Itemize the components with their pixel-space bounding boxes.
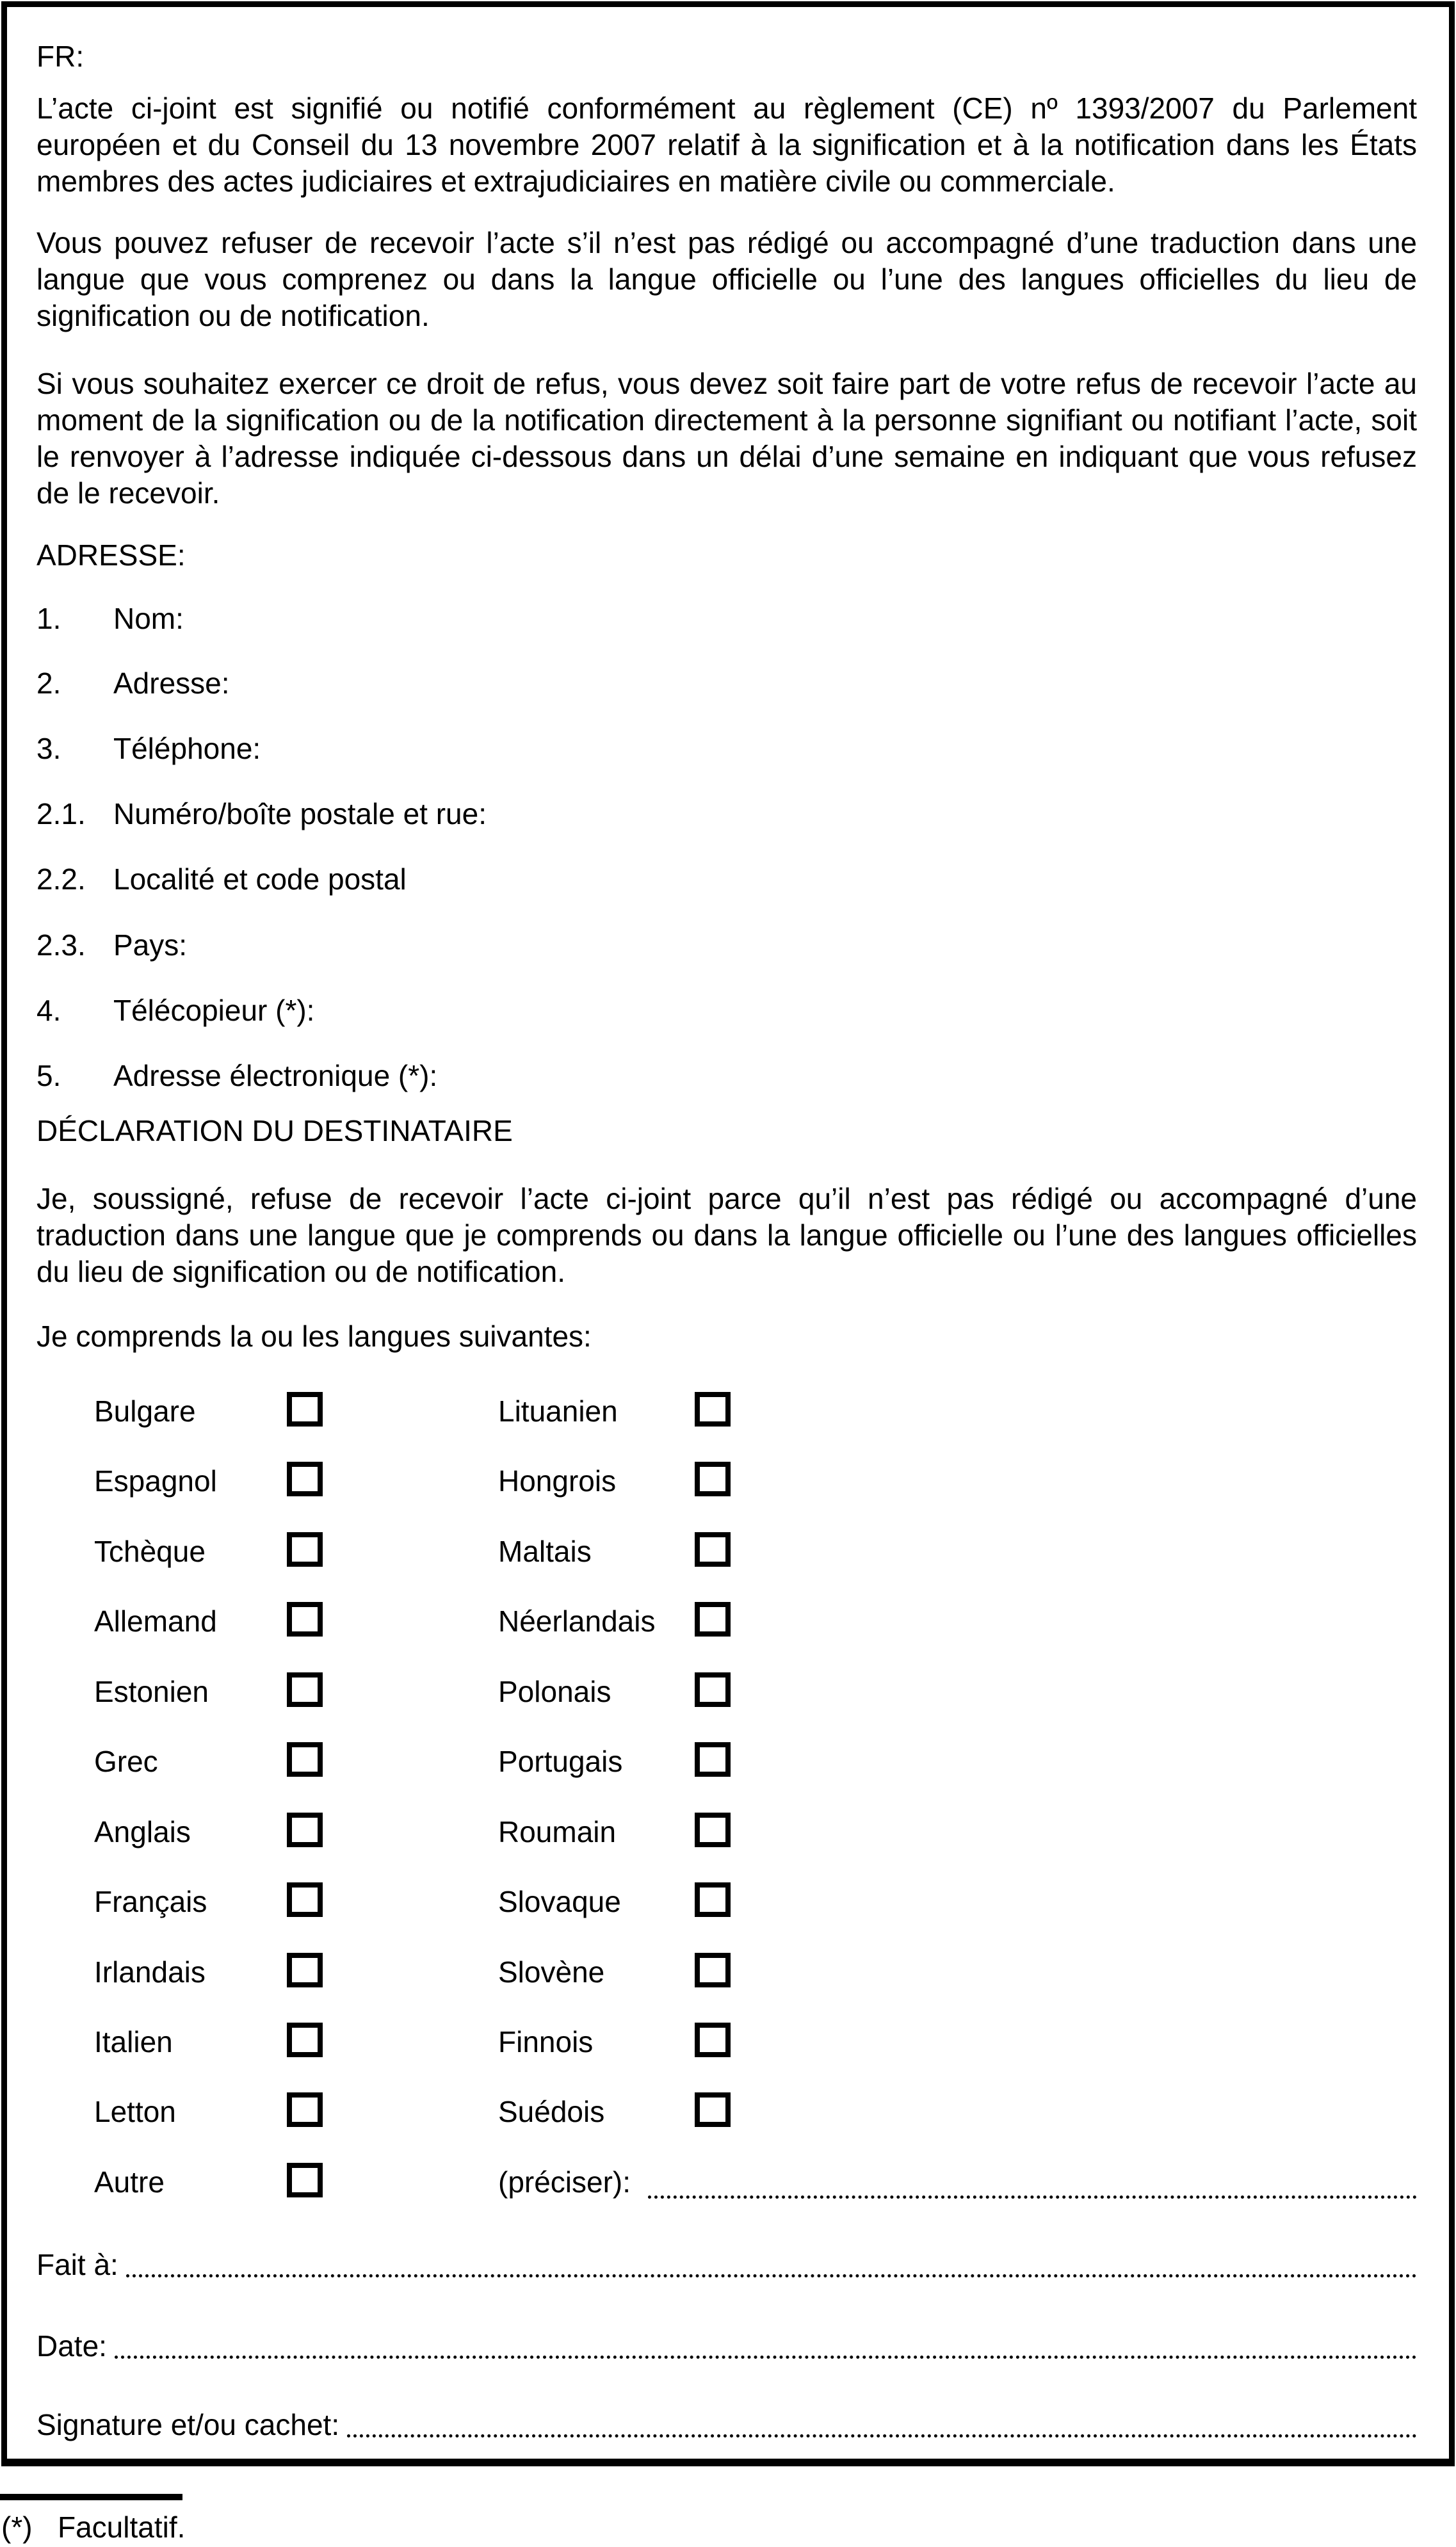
item-number: 4. — [36, 994, 61, 1027]
language-label: Anglais — [94, 1815, 191, 1848]
language-label: Polonais — [498, 1675, 611, 1708]
language-row-anglais — [36, 1814, 1417, 1850]
address-item-adresse — [36, 665, 1417, 702]
language-tag: FR: — [36, 40, 85, 73]
language-label: Bulgare — [94, 1395, 196, 1428]
address-item-telephone — [36, 731, 1417, 767]
language-row-francais — [36, 1884, 1417, 1920]
date-line[interactable] — [115, 2328, 1417, 2359]
footnote-separator — [0, 2494, 182, 2500]
language-row-allemand — [36, 1603, 1417, 1640]
address-item-pays — [36, 927, 1417, 964]
item-label: Pays: — [113, 928, 188, 962]
language-row-tcheque — [36, 1533, 1417, 1570]
fait-a-row — [36, 2247, 1417, 2283]
language-label: Tchèque — [94, 1535, 206, 1568]
checkbox-hongrois[interactable] — [695, 1462, 731, 1496]
language-label: Finnois — [498, 2025, 594, 2058]
declaration-paragraph: Je, soussigné, refuse de recevoir l’acte ci-joint parce qu’il n’est pas rédigé ou accompagné d’une traduction dans une langue que je comprends ou dans la langue officielle ou l’une des langues officielles du lieu de signification ou de notification. — [36, 1182, 1417, 1288]
address-item-nom — [36, 601, 1417, 637]
checkbox-espagnol[interactable] — [287, 1462, 323, 1496]
language-label: Estonien — [94, 1675, 209, 1708]
item-label: Numéro/boîte postale et rue: — [113, 797, 487, 830]
language-label: Français — [94, 1885, 207, 1918]
checkbox-polonais[interactable] — [695, 1672, 731, 1707]
checkbox-slovene[interactable] — [695, 1953, 731, 1987]
language-row-grec — [36, 1743, 1417, 1780]
language-row-bulgare — [36, 1393, 1417, 1430]
checkbox-anglais[interactable] — [287, 1813, 323, 1847]
item-label: Téléphone: — [113, 732, 261, 765]
checkbox-bulgare[interactable] — [287, 1392, 323, 1427]
checkbox-grec[interactable] — [287, 1742, 323, 1777]
address-heading: ADRESSE: — [36, 538, 186, 572]
footnote-marker: (*) — [1, 2511, 33, 2544]
language-label: Espagnol — [94, 1464, 217, 1498]
item-label: Adresse: — [113, 667, 230, 700]
checkbox-tcheque[interactable] — [287, 1532, 323, 1567]
date-label: Date: — [36, 2329, 107, 2363]
signature-row — [36, 2407, 1417, 2443]
preciser-label: (préciser): — [498, 2165, 631, 2199]
checkbox-irlandais[interactable] — [287, 1953, 323, 1987]
item-number: 2.3. — [36, 928, 86, 962]
item-label: Télécopieur (*): — [113, 994, 315, 1027]
language-label: Grec — [94, 1745, 158, 1778]
checkbox-maltais[interactable] — [695, 1532, 731, 1567]
address-item-localite — [36, 861, 1417, 898]
item-label: Adresse électronique (*): — [113, 1059, 438, 1092]
language-label: Roumain — [498, 1815, 617, 1848]
language-label: Hongrois — [498, 1464, 617, 1498]
checkbox-neerlandais[interactable] — [695, 1602, 731, 1637]
language-row-autre — [36, 2164, 1417, 2201]
item-number: 1. — [36, 602, 61, 635]
language-row-estonien — [36, 1674, 1417, 1710]
declaration-heading: DÉCLARATION DU DESTINATAIRE — [36, 1114, 513, 1147]
item-number: 2.2. — [36, 862, 86, 896]
language-row-letton — [36, 2094, 1417, 2130]
language-label: Néerlandais — [498, 1605, 656, 1638]
checkbox-portugais[interactable] — [695, 1742, 731, 1777]
date-row — [36, 2328, 1417, 2365]
checkbox-lituanien[interactable] — [695, 1392, 731, 1427]
language-label: Letton — [94, 2095, 176, 2128]
checkbox-roumain[interactable] — [695, 1813, 731, 1847]
item-number: 3. — [36, 732, 61, 765]
language-label: Portugais — [498, 1745, 623, 1778]
language-label: Lituanien — [498, 1395, 618, 1428]
item-number: 2.1. — [36, 797, 86, 830]
paragraph-exercise-right: Si vous souhaitez exercer ce droit de refus, vous devez soit faire part de votre refus de recevoir l’acte au moment de la signification ou de la notification directement à la personne signifiant ou notifiant l’acte, soit le renvoyer à l’adresse indiquée ci-dessous dans un délai d’une semaine en indiquant que vous refusez de le recevoir. — [36, 367, 1417, 510]
checkbox-letton[interactable] — [287, 2092, 323, 2127]
signature-label: Signature et/ou cachet: — [36, 2408, 340, 2441]
language-label: Maltais — [498, 1535, 592, 1568]
paragraph-regulation: L’acte ci-joint est signifié ou notifié conformément au règlement (CE) nº 1393/2007 du Parlement européen et du Conseil du 13 novembre 2007 relatif à la signification et à la notification dans les États membres des actes judiciaires et extrajudiciaires en matière civile ou commerciale. — [36, 92, 1417, 198]
language-label: Slovaque — [498, 1885, 621, 1918]
language-label: Autre — [94, 2165, 165, 2199]
address-item-numero-rue — [36, 796, 1417, 832]
item-number: 2. — [36, 667, 61, 700]
footnote-text: Facultatif. — [58, 2511, 186, 2544]
signature-line[interactable] — [347, 2407, 1417, 2438]
language-row-italien — [36, 2024, 1417, 2060]
fait-a-label: Fait à: — [36, 2248, 118, 2281]
language-label: Slovène — [498, 1955, 605, 1989]
language-row-espagnol — [36, 1463, 1417, 1500]
address-item-email — [36, 1058, 1417, 1094]
checkbox-francais[interactable] — [287, 1882, 323, 1917]
language-label: Irlandais — [94, 1955, 206, 1989]
checkbox-slovaque[interactable] — [695, 1882, 731, 1917]
language-label: Allemand — [94, 1605, 217, 1638]
checkbox-finnois[interactable] — [695, 2023, 731, 2057]
item-label: Localité et code postal — [113, 862, 407, 896]
checkbox-estonien[interactable] — [287, 1672, 323, 1707]
checkbox-allemand[interactable] — [287, 1602, 323, 1637]
item-number: 5. — [36, 1059, 61, 1092]
fait-a-line[interactable] — [126, 2247, 1417, 2277]
languages-intro: Je comprends la ou les langues suivantes: — [36, 1320, 592, 1353]
autre-preciser-line[interactable] — [648, 2164, 1417, 2199]
item-label: Nom: — [113, 602, 184, 635]
paragraph-refusal-right: Vous pouvez refuser de recevoir l’acte s’il n’est pas rédigé ou accompagné d’une traduction dans une langue que vous comprenez ou dans la langue officielle ou l’une des langues officielles du lieu de signification ou de notification. — [36, 226, 1417, 332]
address-item-telecopieur — [36, 992, 1417, 1029]
language-row-irlandais — [36, 1954, 1417, 1991]
checkbox-suedois[interactable] — [695, 2092, 731, 2127]
language-label: Suédois — [498, 2095, 605, 2128]
checkbox-italien[interactable] — [287, 2023, 323, 2057]
checkbox-autre[interactable] — [287, 2163, 323, 2197]
language-label: Italien — [94, 2025, 173, 2058]
